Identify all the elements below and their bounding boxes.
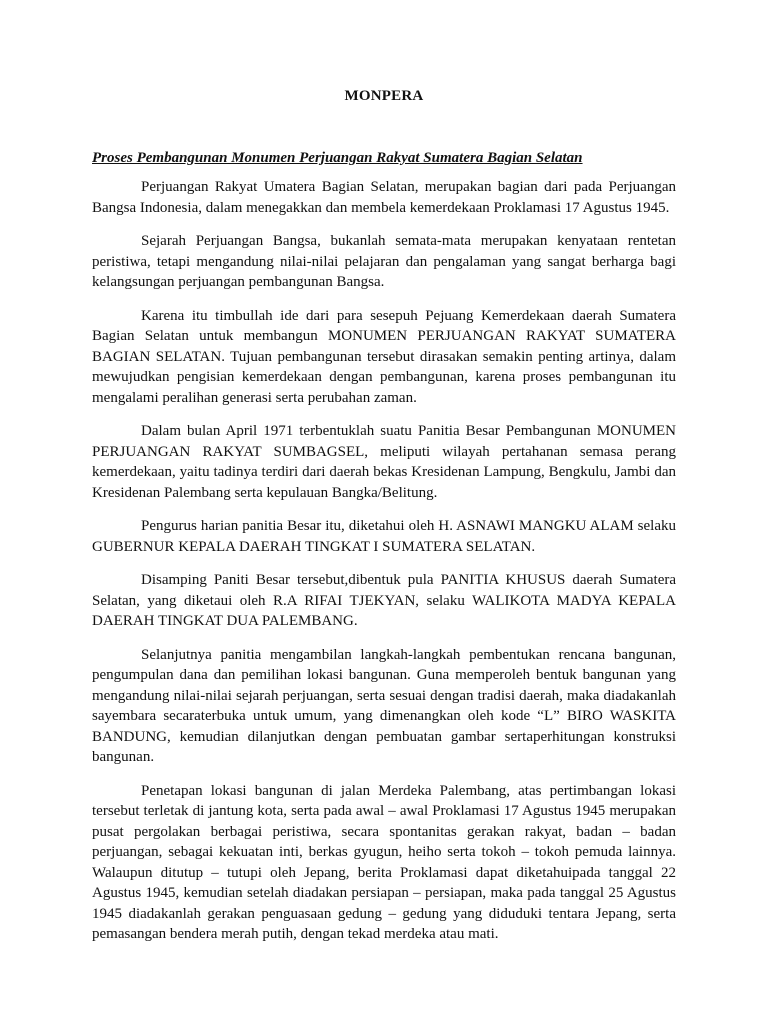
paragraph-2: Sejarah Perjuangan Bangsa, bukanlah semata-mata merupakan kenyataan rentetan peristiwa, tetapi mengandung nilai-nilai pelajaran dan pengalaman yang sangat berharga bagi kelangsungan perjuangan pembangunan Bangsa. [92, 233, 676, 290]
section-heading: Proses Pembangunan Monumen Perjuangan Rakyat Sumatera Bagian Selatan [92, 150, 583, 166]
paragraph-5: Pengurus harian panitia Besar itu, diketahui oleh H. ASNAWI MANGKU ALAM selaku GUBERNUR KEPALA DAERAH TINGKAT I SUMATERA SELATAN. [92, 518, 676, 555]
paragraph-6: Disamping Paniti Besar tersebut,dibentuk pula PANITIA KHUSUS daerah Sumatera Selatan, yang diketaui oleh R.A RIFAI TJEKYAN, selaku WALIKOTA MADYA KEPALA DAERAH TINGKAT DUA PALEMBANG. [92, 572, 676, 629]
document-title: MONPERA [344, 88, 424, 104]
paragraph-8: Penetapan lokasi bangunan di jalan Merdeka Palembang, atas pertimbangan lokasi tersebut terletak di jantung kota, serta pada awal – awal Proklamasi 17 Agustus 1945 merupakan pusat pergolakan berbagai peristiwa, secara spontanitas gerakan rakyat, badan – badan perjuangan, sebagai kekuatan inti, berkas gyugun, heiho serta tokoh – tokoh pemuda lainnya. Walaupun ditutup – tutupi oleh Jepang, berita Proklamasi dapat diketahuipada tanggal 22 Agustus 1945, kemudian setelah diadakan persiapan – persiapan, maka pada tanggal 25 Agustus 1945 diadakanlah gerakan penguasaan gedung – gedung yang diduduki tentara Jepang, serta pemasangan bendera merah putih, dengan tekad merdeka atau mati. [92, 782, 676, 942]
paragraph-3: Karena itu timbullah ide dari para sesepuh Pejuang Kemerdekaan daerah Sumatera Bagian Selatan untuk membangun MONUMEN PERJUANGAN RAKYAT SUMATERA BAGIAN SELATAN. Tujuan pembangunan tersebut dirasakan semakin penting artinya, dalam mewujudkan pengisian kemerdekaan dengan pembangunan, karena proses pembangunan itu mengalami peralihan generasi serta perubahan zaman. [92, 307, 676, 406]
paragraph-4: Dalam bulan April 1971 terbentuklah suatu Panitia Besar Pembangunan MONUMEN PERJUANGAN RAKYAT SUMBAGSEL, meliputi wilayah pertahanan semasa perang kemerdekaan, yaitu tadinya terdiri dari daerah bekas Kresidenan Lampung, Bengkulu, Jambi dan Kresidenan Palembang serta kepulauan Bangka/Belitung. [92, 423, 676, 501]
paragraph-7: Selanjutnya panitia mengambilan langkah-langkah pembentukan rencana bangunan, pengumpulan dana dan pemilihan lokasi bangunan. Guna memperoleh bentuk bangunan yang mengandung nilai-nilai sejarah perjuangan, serta sesuai dengan tradisi daerah, maka diadakanlah sayembara secaraterbuka untuk umum, yang dimenangkan oleh kode “L” BIRO WASKITA BANDUNG, kemudian dilanjutkan dengan pembuatan gambar sertaperhitungan konstruksi bangunan. [92, 646, 676, 765]
paragraph-1: Perjuangan Rakyat Umatera Bagian Selatan, merupakan bagian dari pada Perjuangan Bangsa Indonesia, dalam menegakkan dan membela kemerdekaan Proklamasi 17 Agustus 1945. [92, 179, 676, 216]
